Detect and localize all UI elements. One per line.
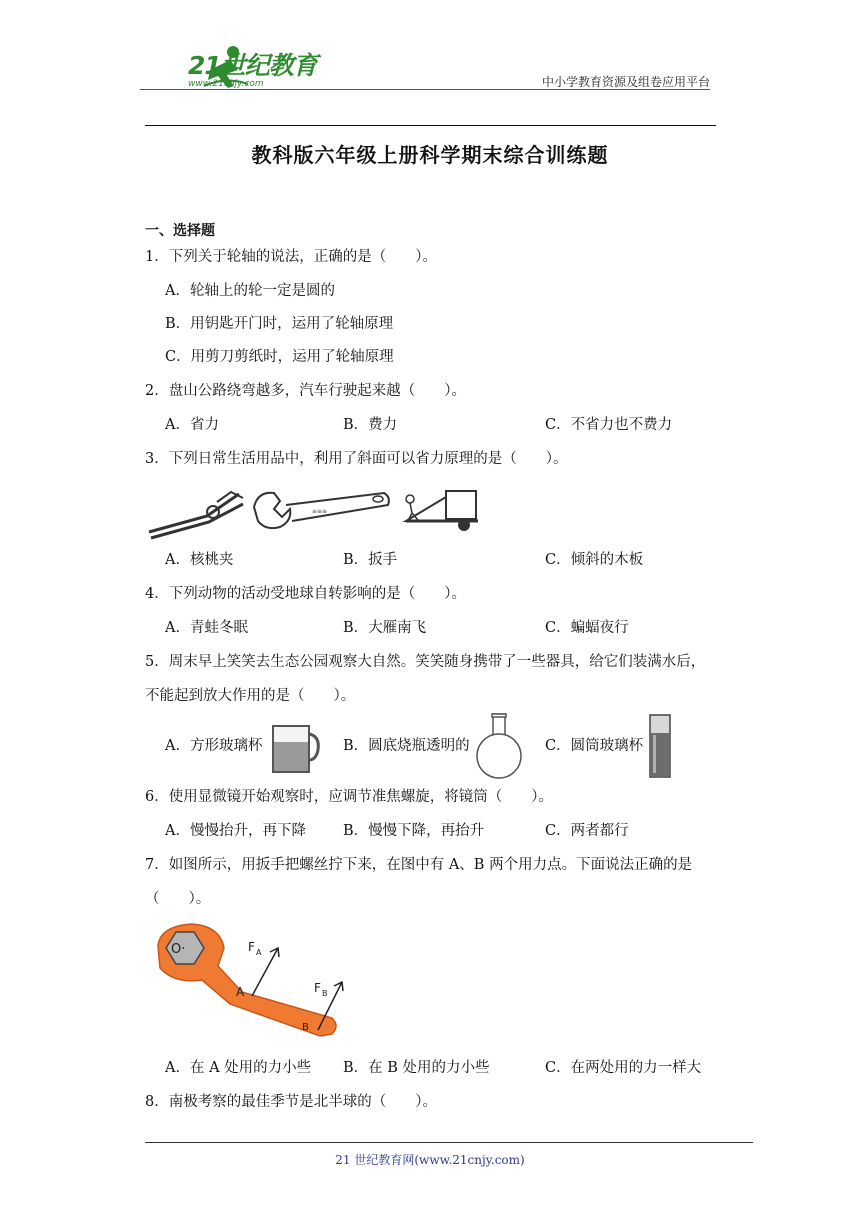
question-7-stem-line-2: （ ）。 [145,891,211,907]
question-4-option-c[interactable]: C．蝙蝠夜行 [545,620,629,636]
footer-link[interactable]: 21 世纪教育网(www.21cnjy.com) [335,1153,525,1167]
question-5-option-a[interactable]: A．方形玻璃杯 [165,738,263,754]
question-3-option-a[interactable]: A．核桃夹 [165,552,234,568]
round-flask-icon [473,712,525,780]
header-divider [140,89,710,90]
question-7-option-b[interactable]: B．在 B 处用的力小些 [343,1060,490,1076]
question-2-stem: 2．盘山公路绕弯越多，汽车行驶起来越（ ）。 [145,383,466,399]
question-8-stem: 8．南极考察的最佳季节是北半球的（ ）。 [145,1094,437,1110]
question-2-option-b[interactable]: B．费力 [343,417,398,433]
force-a-label: F [248,940,255,954]
question-6-stem: 6．使用显微镜开始观察时，应调节准焦螺旋，将镜筒（ ）。 [145,789,553,805]
force-a-subscript: A [256,948,262,957]
question-1-option-b[interactable]: B．用钥匙开门时，运用了轮轴原理 [165,316,394,332]
question-7-stem-line-1: 7．如图所示，用扳手把螺丝拧下来，在图中有 A、B 两个用力点。下面说法正确的是 [145,857,693,873]
nut-label: O· [171,942,186,957]
cylinder-glass-icon [648,713,672,779]
question-2-option-a[interactable]: A．省力 [165,417,219,433]
force-b-label: F [314,981,321,995]
question-1-stem: 1．下列关于轮轴的说法，正确的是（ ）。 [145,249,437,265]
force-b-subscript: B [322,989,328,998]
logo-url: www.21cnjy.com [188,79,264,89]
question-3-option-c[interactable]: C．倾斜的木板 [545,552,644,568]
svg-text:≡≡≡: ≡≡≡ [312,508,328,515]
question-1-option-c[interactable]: C．用剪刀剪纸时，运用了轮轴原理 [165,349,394,365]
question-6-option-c[interactable]: C．两者都行 [545,823,629,839]
question-4-option-a[interactable]: A．青蛙冬眠 [165,620,248,636]
square-glass-cup-icon [270,720,322,776]
question-6-option-a[interactable]: A．慢慢抬升，再下降 [165,823,306,839]
footer-divider [145,1142,753,1143]
title-divider [145,125,716,126]
question-7-option-a[interactable]: A．在 A 处用的力小些 [165,1060,312,1076]
question-1-option-a[interactable]: A．轮轴上的轮一定是圆的 [165,283,335,299]
question-3-option-b[interactable]: B．扳手 [343,552,398,568]
question-5-stem-line-2: 不能起到放大作用的是（ ）。 [145,688,356,704]
question-4-option-b[interactable]: B．大雁南飞 [343,620,427,636]
point-b-label: B [302,1022,309,1033]
question-3-stem: 3．下列日常生活用品中，利用了斜面可以省力原理的是（ ）。 [145,451,568,467]
section-heading: 一、选择题 [145,223,215,239]
point-a-label: A [236,985,245,999]
nutcracker-icon [147,488,247,543]
question-5-option-b[interactable]: B．圆底烧瓶透明的 [343,738,470,754]
wrench-icon [252,487,392,532]
question-5-stem-line-1: 5．周末早上笑笑去生态公园观察大自然。笑笑随身携带了一些器具，给它们装满水后， [145,654,706,670]
platform-label: 中小学教育资源及组卷应用平台 [541,75,710,89]
question-2-option-c[interactable]: C．不省力也不费力 [545,417,673,433]
question-7-option-c[interactable]: C．在两处用的力一样大 [545,1060,702,1076]
question-4-stem: 4．下列动物的活动受地球自转影响的是（ ）。 [145,586,466,602]
page-title: 教科版六年级上册科学期末综合训练题 [251,143,609,167]
wrench-force-diagram [150,918,360,1043]
question-5-option-c[interactable]: C．圆筒玻璃杯 [545,738,644,754]
inclined-board-icon [400,487,482,535]
question-6-option-b[interactable]: B．慢慢下降，再抬升 [343,823,485,839]
logo-text: 21世纪教育 [188,51,317,80]
